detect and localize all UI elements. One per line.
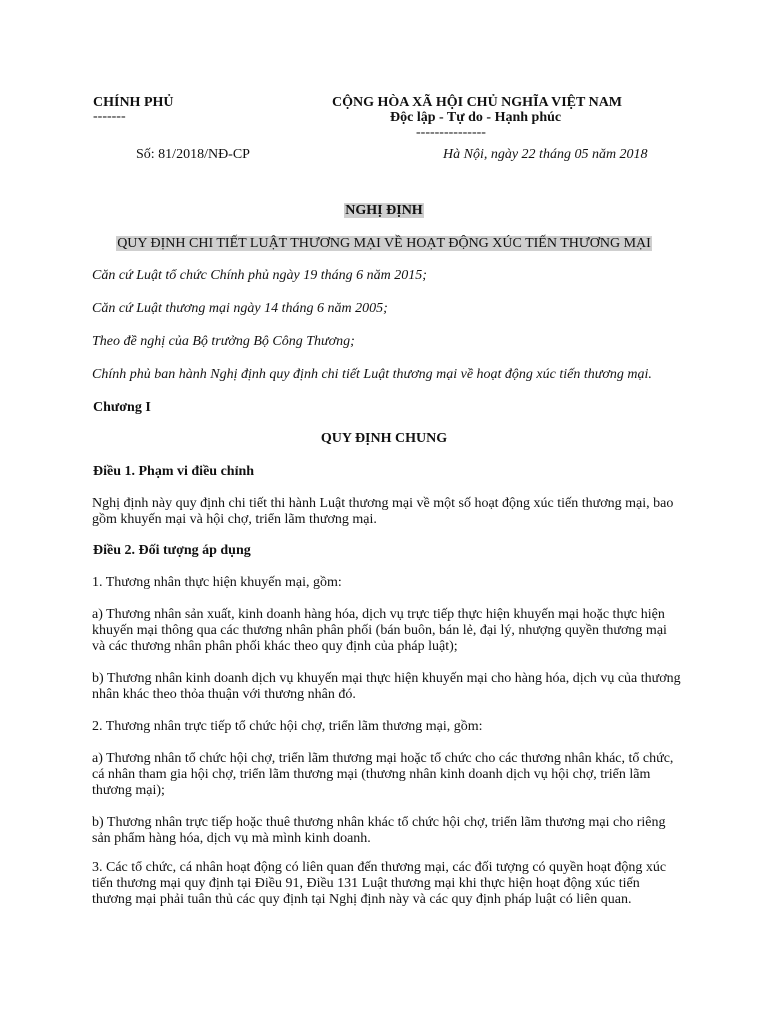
document-subtitle [0,236,768,252]
preamble-line: Chính phủ ban hành Nghị định quy định chi tiết Luật thương mại về hoạt động xúc tiến thương mại. [92,367,652,382]
preamble-line: Căn cứ Luật thương mại ngày 14 tháng 6 năm 2005; [92,301,388,316]
article-1-body: Nghị định này quy định chi tiết thi hành Luật thương mại về một số hoạt động xúc tiến thương mại, bao gồm khuyến mại và hội chợ, triển lãm thương mại. [92,496,674,527]
article-2-item: b) Thương nhân trực tiếp hoặc thuê thương nhân khác tổ chức hội chợ, triển lãm thương mại cho riêng sản phẩm hàng hóa, dịch vụ mà mình kinh doanh. [92,815,666,846]
country-name: CỘNG HÒA XÃ HỘI CHỦ NGHĨA VIỆT NAM [332,95,623,110]
place-date: Hà Nội, ngày 22 tháng 05 năm 2018 [443,147,648,162]
chapter-label: Chương I [93,400,151,415]
national-motto: Độc lập - Tự do - Hạnh phúc [390,110,562,125]
document-number: Số: 81/2018/NĐ-CP [136,147,250,162]
article-2-item: 2. Thương nhân trực tiếp tổ chức hội chợ, triển lãm thương mại, gồm: [92,719,483,734]
document-type-text: NGHỊ ĐỊNH [345,203,423,218]
authority-rule: ------- [93,109,126,124]
article-1-title: Điều 1. Phạm vi điều chỉnh [93,464,255,479]
article-2-item: a) Thương nhân sản xuất, kinh doanh hàng hóa, dịch vụ trực tiếp thực hiện khuyến mại hoặc thực hiện khuyến mại thông qua các thương nhân phân phối (bán buôn, bán lẻ, đại lý, nhượng quyền thương mại và các thương nhân phân phối khác theo quy định của pháp luật); [92,607,667,654]
issuing-authority: CHÍNH PHỦ [93,95,174,110]
article-2-item: 1. Thương nhân thực hiện khuyến mại, gồm: [92,575,342,590]
motto-rule: --------------- [416,125,486,140]
preamble-line: Theo đề nghị của Bộ trưởng Bộ Công Thương; [92,334,355,349]
article-2-item: b) Thương nhân kinh doanh dịch vụ khuyến mại thực hiện khuyến mại cho hàng hóa, dịch vụ của thương nhân khác theo thỏa thuận với thương nhân đó. [92,671,681,702]
document-subtitle-text: QUY ĐỊNH CHI TIẾT LUẬT THƯƠNG MẠI VỀ HOẠT ĐỘNG XÚC TIẾN THƯƠNG MẠI [117,236,651,251]
preamble-line: Căn cứ Luật tổ chức Chính phủ ngày 19 tháng 6 năm 2015; [92,268,427,283]
article-2-item: a) Thương nhân tổ chức hội chợ, triển lãm thương mại hoặc tổ chức cho các thương nhân khác, tổ chức, cá nhân tham gia hội chợ, triển lãm thương mại (thương nhân kinh doanh dịch vụ hội chợ, triển lãm thương mại); [92,751,674,798]
article-2-item: 3. Các tổ chức, cá nhân hoạt động có liên quan đến thương mại, các đối tượng có quyền hoạt động xúc tiến thương mại quy định tại Điều 91, Điều 131 Luật thương mại khi thực hiện hoạt động xúc tiến thương mại phải tuân thủ các quy định tại Nghị định này và các quy định pháp luật có liên quan. [92,860,667,907]
article-2-title: Điều 2. Đối tượng áp dụng [93,543,251,558]
document-type [0,203,768,219]
chapter-title: QUY ĐỊNH CHUNG [320,431,448,446]
